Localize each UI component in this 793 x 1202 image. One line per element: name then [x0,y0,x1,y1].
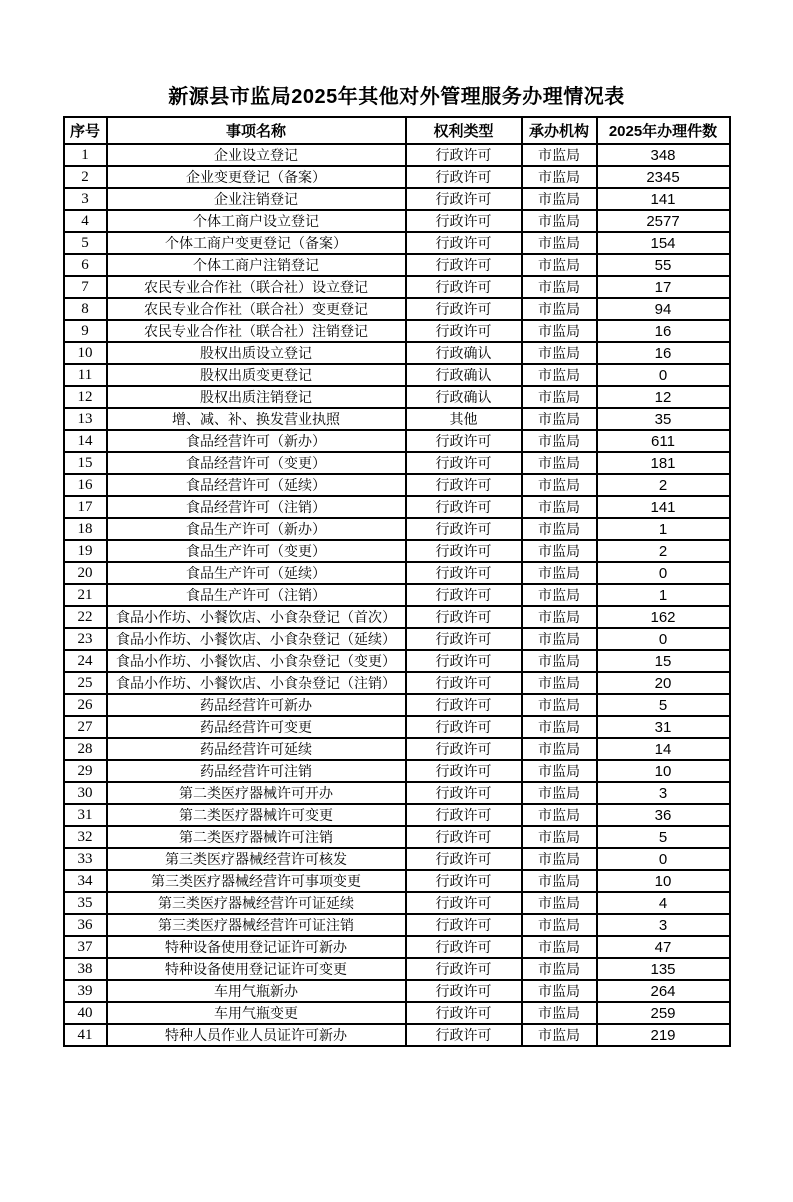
cell-index: 26 [64,694,107,716]
header-count-2025: 2025年办理件数 [597,117,730,144]
table-row [64,738,730,760]
cell-count-2025: 0 [597,628,730,650]
cell-index: 32 [64,826,107,848]
table-row [64,848,730,870]
cell-right-type: 行政许可 [406,672,522,694]
cell-index: 27 [64,716,107,738]
cell-agency: 市监局 [522,716,597,738]
cell-item-name: 股权出质注销登记 [107,386,406,408]
cell-count-2025: 264 [597,980,730,1002]
cell-agency: 市监局 [522,848,597,870]
cell-item-name: 股权出质设立登记 [107,342,406,364]
cell-agency: 市监局 [522,958,597,980]
table-row [64,342,730,364]
cell-item-name: 特种人员作业人员证许可新办 [107,1024,406,1046]
cell-item-name: 农民专业合作社（联合社）注销登记 [107,320,406,342]
cell-agency: 市监局 [522,210,597,232]
cell-right-type: 行政许可 [406,892,522,914]
header-index: 序号 [64,117,107,144]
table-row [64,144,730,166]
table-row [64,364,730,386]
cell-right-type: 行政许可 [406,210,522,232]
cell-count-2025: 35 [597,408,730,430]
cell-count-2025: 2577 [597,210,730,232]
cell-right-type: 行政许可 [406,980,522,1002]
cell-agency: 市监局 [522,540,597,562]
cell-agency: 市监局 [522,870,597,892]
cell-item-name: 食品生产许可（新办） [107,518,406,540]
cell-right-type: 行政许可 [406,606,522,628]
cell-agency: 市监局 [522,144,597,166]
table-row [64,430,730,452]
document-page [0,80,793,1047]
cell-agency: 市监局 [522,826,597,848]
table-row [64,980,730,1002]
table-row [64,540,730,562]
cell-count-2025: 0 [597,562,730,584]
cell-agency: 市监局 [522,430,597,452]
cell-index: 7 [64,276,107,298]
table-row [64,210,730,232]
table-row [64,452,730,474]
table-head [64,117,730,144]
cell-right-type: 行政许可 [406,826,522,848]
cell-item-name: 食品经营许可（变更） [107,452,406,474]
cell-count-2025: 141 [597,188,730,210]
cell-count-2025: 5 [597,826,730,848]
cell-item-name: 药品经营许可变更 [107,716,406,738]
cell-item-name: 食品生产许可（变更） [107,540,406,562]
cell-agency: 市监局 [522,980,597,1002]
cell-agency: 市监局 [522,606,597,628]
table-row [64,408,730,430]
cell-right-type: 行政许可 [406,452,522,474]
cell-right-type: 行政许可 [406,1002,522,1024]
table-row [64,386,730,408]
cell-index: 16 [64,474,107,496]
cell-right-type: 行政许可 [406,496,522,518]
cell-agency: 市监局 [522,298,597,320]
cell-count-2025: 2 [597,540,730,562]
cell-count-2025: 2 [597,474,730,496]
cell-index: 2 [64,166,107,188]
cell-item-name: 食品经营许可（新办） [107,430,406,452]
cell-agency: 市监局 [522,364,597,386]
cell-count-2025: 36 [597,804,730,826]
cell-count-2025: 141 [597,496,730,518]
cell-item-name: 第二类医疗器械许可开办 [107,782,406,804]
cell-count-2025: 259 [597,1002,730,1024]
cell-right-type: 行政确认 [406,386,522,408]
cell-index: 38 [64,958,107,980]
table-row [64,320,730,342]
table-row [64,188,730,210]
cell-right-type: 行政许可 [406,716,522,738]
cell-right-type: 行政许可 [406,298,522,320]
cell-right-type: 行政许可 [406,782,522,804]
cell-count-2025: 0 [597,848,730,870]
cell-item-name: 第三类医疗器械经营许可核发 [107,848,406,870]
table-row [64,870,730,892]
cell-index: 5 [64,232,107,254]
cell-right-type: 行政许可 [406,694,522,716]
cell-count-2025: 16 [597,342,730,364]
cell-agency: 市监局 [522,782,597,804]
cell-index: 39 [64,980,107,1002]
cell-agency: 市监局 [522,584,597,606]
cell-item-name: 第二类医疗器械许可注销 [107,826,406,848]
table-row [64,628,730,650]
cell-count-2025: 94 [597,298,730,320]
cell-count-2025: 17 [597,276,730,298]
cell-index: 24 [64,650,107,672]
cell-count-2025: 181 [597,452,730,474]
cell-index: 13 [64,408,107,430]
cell-index: 35 [64,892,107,914]
cell-right-type: 行政许可 [406,804,522,826]
cell-count-2025: 10 [597,760,730,782]
cell-item-name: 食品经营许可（注销） [107,496,406,518]
table-row [64,892,730,914]
table-row [64,1024,730,1046]
cell-agency: 市监局 [522,518,597,540]
cell-index: 25 [64,672,107,694]
header-agency: 承办机构 [522,117,597,144]
cell-agency: 市监局 [522,452,597,474]
table-row [64,606,730,628]
cell-index: 41 [64,1024,107,1046]
cell-agency: 市监局 [522,496,597,518]
cell-index: 21 [64,584,107,606]
cell-agency: 市监局 [522,320,597,342]
cell-right-type: 行政许可 [406,430,522,452]
cell-index: 40 [64,1002,107,1024]
cell-item-name: 特种设备使用登记证许可新办 [107,936,406,958]
table-row [64,474,730,496]
cell-item-name: 个体工商户设立登记 [107,210,406,232]
table-row [64,694,730,716]
cell-index: 1 [64,144,107,166]
table-row [64,1002,730,1024]
cell-index: 18 [64,518,107,540]
cell-count-2025: 135 [597,958,730,980]
cell-index: 10 [64,342,107,364]
cell-agency: 市监局 [522,386,597,408]
cell-agency: 市监局 [522,804,597,826]
cell-item-name: 第三类医疗器械经营许可事项变更 [107,870,406,892]
cell-item-name: 第二类医疗器械许可变更 [107,804,406,826]
cell-item-name: 农民专业合作社（联合社）变更登记 [107,298,406,320]
table-row [64,716,730,738]
cell-index: 12 [64,386,107,408]
table-row [64,958,730,980]
cell-right-type: 行政确认 [406,364,522,386]
table-row [64,650,730,672]
cell-item-name: 个体工商户注销登记 [107,254,406,276]
cell-item-name: 特种设备使用登记证许可变更 [107,958,406,980]
table-row [64,760,730,782]
cell-index: 30 [64,782,107,804]
cell-item-name: 食品生产许可（延续） [107,562,406,584]
cell-count-2025: 0 [597,364,730,386]
table-row [64,826,730,848]
cell-count-2025: 14 [597,738,730,760]
cell-item-name: 食品生产许可（注销） [107,584,406,606]
cell-count-2025: 10 [597,870,730,892]
cell-item-name: 药品经营许可延续 [107,738,406,760]
cell-index: 11 [64,364,107,386]
cell-index: 8 [64,298,107,320]
cell-count-2025: 15 [597,650,730,672]
cell-count-2025: 55 [597,254,730,276]
cell-right-type: 行政许可 [406,232,522,254]
cell-count-2025: 1 [597,518,730,540]
cell-right-type: 行政许可 [406,584,522,606]
table-row [64,518,730,540]
cell-count-2025: 12 [597,386,730,408]
cell-right-type: 行政许可 [406,276,522,298]
cell-agency: 市监局 [522,1024,597,1046]
cell-right-type: 行政许可 [406,540,522,562]
cell-agency: 市监局 [522,760,597,782]
cell-index: 9 [64,320,107,342]
cell-count-2025: 47 [597,936,730,958]
cell-agency: 市监局 [522,672,597,694]
cell-right-type: 行政许可 [406,144,522,166]
cell-count-2025: 31 [597,716,730,738]
cell-right-type: 行政许可 [406,518,522,540]
table-row [64,672,730,694]
table-row [64,936,730,958]
cell-right-type: 行政许可 [406,738,522,760]
header-item-name: 事项名称 [107,117,406,144]
table-row [64,166,730,188]
cell-right-type: 行政许可 [406,320,522,342]
cell-index: 19 [64,540,107,562]
cell-count-2025: 3 [597,782,730,804]
cell-agency: 市监局 [522,650,597,672]
cell-count-2025: 5 [597,694,730,716]
cell-index: 37 [64,936,107,958]
cell-item-name: 第三类医疗器械经营许可证延续 [107,892,406,914]
cell-right-type: 行政许可 [406,166,522,188]
cell-index: 6 [64,254,107,276]
table-row [64,232,730,254]
cell-agency: 市监局 [522,408,597,430]
cell-right-type: 行政许可 [406,254,522,276]
cell-index: 29 [64,760,107,782]
cell-item-name: 企业设立登记 [107,144,406,166]
table-row [64,298,730,320]
cell-right-type: 行政许可 [406,848,522,870]
header-right-type: 权利类型 [406,117,522,144]
cell-count-2025: 2345 [597,166,730,188]
cell-right-type: 行政许可 [406,650,522,672]
cell-agency: 市监局 [522,276,597,298]
cell-agency: 市监局 [522,892,597,914]
cell-agency: 市监局 [522,936,597,958]
cell-index: 3 [64,188,107,210]
cell-index: 20 [64,562,107,584]
cell-count-2025: 20 [597,672,730,694]
table-row [64,496,730,518]
cell-agency: 市监局 [522,914,597,936]
header-row [64,117,730,144]
cell-item-name: 增、减、补、换发营业执照 [107,408,406,430]
cell-agency: 市监局 [522,562,597,584]
cell-item-name: 个体工商户变更登记（备案） [107,232,406,254]
cell-right-type: 行政许可 [406,1024,522,1046]
table-row [64,276,730,298]
cell-count-2025: 219 [597,1024,730,1046]
cell-item-name: 车用气瓶新办 [107,980,406,1002]
cell-right-type: 行政许可 [406,958,522,980]
cell-agency: 市监局 [522,474,597,496]
cell-count-2025: 162 [597,606,730,628]
service-stats-table [63,116,731,1047]
cell-index: 28 [64,738,107,760]
cell-count-2025: 16 [597,320,730,342]
cell-right-type: 行政许可 [406,760,522,782]
cell-agency: 市监局 [522,254,597,276]
cell-agency: 市监局 [522,628,597,650]
cell-item-name: 企业变更登记（备案） [107,166,406,188]
cell-count-2025: 4 [597,892,730,914]
cell-item-name: 食品小作坊、小餐饮店、小食杂登记（首次） [107,606,406,628]
cell-agency: 市监局 [522,738,597,760]
cell-agency: 市监局 [522,232,597,254]
cell-index: 22 [64,606,107,628]
table-row [64,584,730,606]
cell-item-name: 车用气瓶变更 [107,1002,406,1024]
cell-item-name: 食品小作坊、小餐饮店、小食杂登记（延续） [107,628,406,650]
cell-agency: 市监局 [522,166,597,188]
cell-item-name: 药品经营许可新办 [107,694,406,716]
cell-item-name: 企业注销登记 [107,188,406,210]
table-row [64,562,730,584]
cell-agency: 市监局 [522,694,597,716]
cell-item-name: 股权出质变更登记 [107,364,406,386]
cell-agency: 市监局 [522,188,597,210]
cell-right-type: 行政许可 [406,474,522,496]
cell-item-name: 食品小作坊、小餐饮店、小食杂登记（注销） [107,672,406,694]
table-row [64,804,730,826]
cell-right-type: 行政许可 [406,936,522,958]
cell-count-2025: 3 [597,914,730,936]
cell-right-type: 行政许可 [406,562,522,584]
cell-right-type: 行政许可 [406,914,522,936]
cell-item-name: 食品小作坊、小餐饮店、小食杂登记（变更） [107,650,406,672]
cell-index: 14 [64,430,107,452]
cell-count-2025: 1 [597,584,730,606]
cell-right-type: 行政许可 [406,188,522,210]
page-title: 新源县市监局2025年其他对外管理服务办理情况表 [168,86,625,108]
cell-index: 36 [64,914,107,936]
cell-right-type: 行政许可 [406,628,522,650]
cell-index: 34 [64,870,107,892]
cell-index: 23 [64,628,107,650]
cell-right-type: 行政许可 [406,870,522,892]
cell-item-name: 第三类医疗器械经营许可证注销 [107,914,406,936]
cell-index: 4 [64,210,107,232]
table-body [64,144,730,1046]
table-row [64,782,730,804]
cell-count-2025: 348 [597,144,730,166]
cell-item-name: 药品经营许可注销 [107,760,406,782]
cell-item-name: 食品经营许可（延续） [107,474,406,496]
cell-right-type: 其他 [406,408,522,430]
cell-index: 15 [64,452,107,474]
cell-agency: 市监局 [522,342,597,364]
cell-count-2025: 154 [597,232,730,254]
table-row [64,254,730,276]
cell-count-2025: 611 [597,430,730,452]
cell-item-name: 农民专业合作社（联合社）设立登记 [107,276,406,298]
cell-index: 31 [64,804,107,826]
cell-index: 17 [64,496,107,518]
cell-agency: 市监局 [522,1002,597,1024]
table-row [64,914,730,936]
cell-index: 33 [64,848,107,870]
cell-right-type: 行政确认 [406,342,522,364]
